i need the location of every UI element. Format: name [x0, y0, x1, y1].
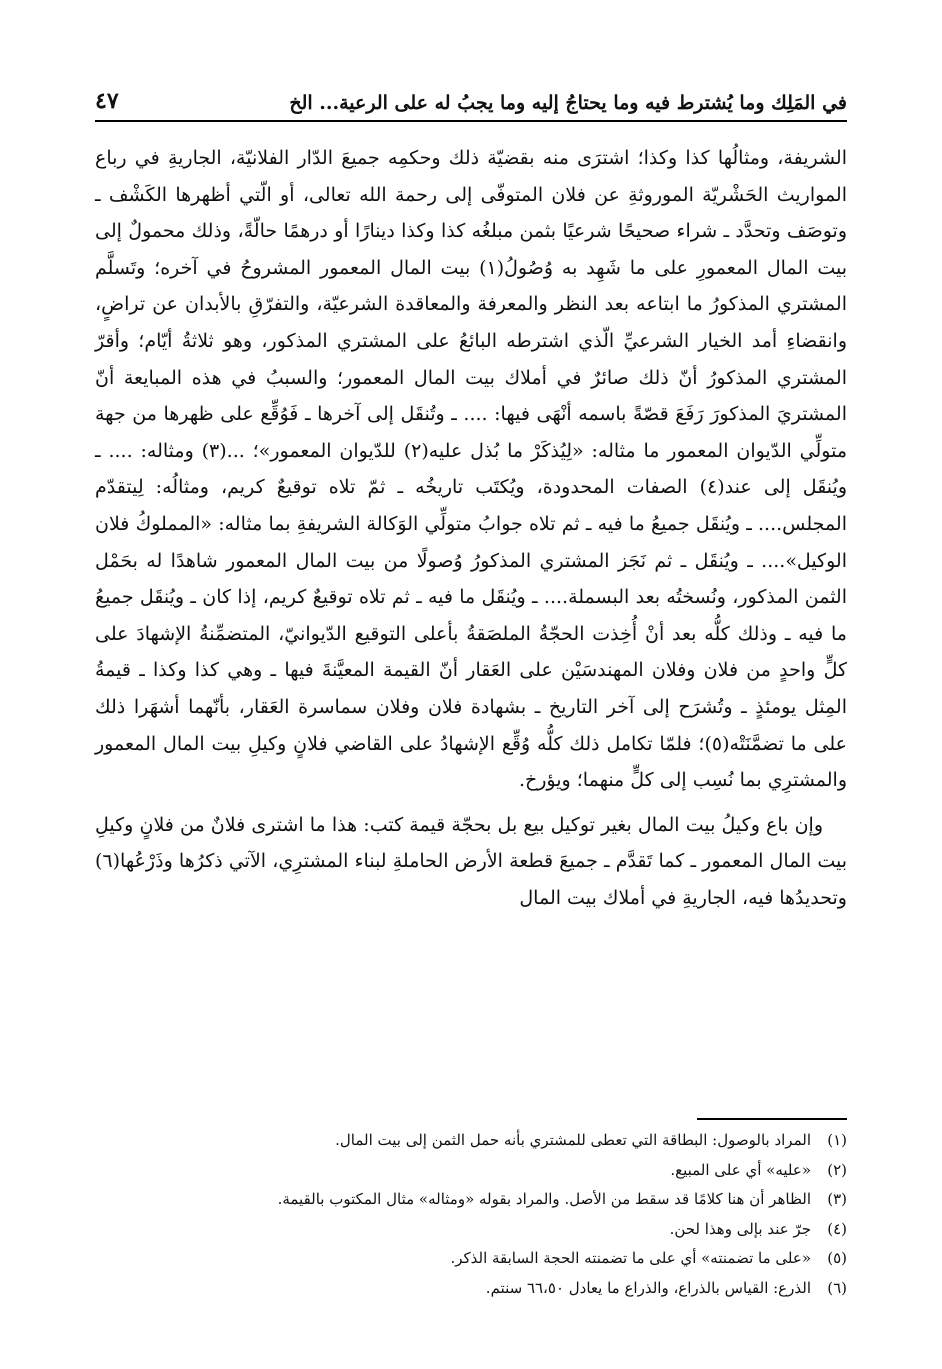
footnote-item [95, 1215, 847, 1245]
footnote-text: جرّ عند بإلى وهذا لحن. [669, 1219, 811, 1238]
page-header [95, 80, 847, 122]
footnote-text: «عليه» أي على المبيع. [670, 1160, 811, 1179]
page-number: ٤٧ [95, 88, 119, 114]
paragraph-2: وإن باع وكيلُ بيت المال بغير توكيل بيع بل بحجّة قيمة كتب: هذا ما اشترى فلانٌ من فلانٍ وكيلِ بيت المال المعمور ـ كما تَقدَّم ـ جميعَ قطعة الأرض الحاملةِ لبناء المشترِي، الآتي ذكرُها وذَرْعُها(٦) وتحديدُها فيه، الجاريةِ في أملاك بيت المال [95, 813, 847, 909]
footnotes-list [95, 1126, 847, 1303]
footnote-number: (٢) [827, 1160, 847, 1179]
footnote-item [95, 1244, 847, 1274]
footnote-item [95, 1185, 847, 1215]
footnote-item [95, 1156, 847, 1186]
footnote-number: (٣) [827, 1190, 847, 1208]
footnote-text: الذرع: القياس بالذراع، والذراع ما يعادل ٦٦،٥٠ سنتم. [485, 1278, 811, 1297]
footnote-separator [697, 1118, 847, 1120]
running-title: في المَلِك وما يُشترط فيه وما يحتاجُ إليه وما يجبُ له على الرعية... الخ [289, 92, 847, 114]
footnote-text: الظاهر أن هنا كلامًا قد سقط من الأصل. والمراد بقوله «ومثاله» مثال المكتوب بالقيمة. [277, 1190, 811, 1208]
paragraph-1: الشريفة، ومثالُها كذا وكذا؛ اشترَى منه بقضيّة ذلك وحكمِه جميعَ الدّار الفلانيّة، الجاريةِ في رباع المواريث الحَشْريّة الموروثةِ عن فلان المتوفّى إلى رحمة الله تعالى، أو الّتي أظهرها الكَشْف ـ وتوصَف وتحدَّد ـ شراء صحيحًا شرعيًا بثمن مبلغُه كذا وكذا دينارًا أو درهمًا حالّةً، وذلك محمولٌ إلى بيت المال المعمورِ على ما شَهِد به وُصُولُ(١) بيت المال المعمور المشروحُ في آخره؛ وتَسلَّم المشتري المذكورُ ما ابتاعه بعد النظر والمعرفة والمعاقدة الشرعيّة، والتفرّقِ بالأبدان عن تراضٍ، وانقضاءِ أمد الخيار الشرعيِّ الّذي اشترطه البائعُ على المشتري المذكور، وهو ثلاثةُ أيّام؛ وأقرّ المشتري المذكورُ أنّ ذلك صائرٌ في أملاك بيت المال المعمور؛ والسببُ في هذه المبايعة أنّ المشتريَ المذكورَ رَفَعَ قصّةً باسمه أنْهَى فيها: .... ـ وتُنقَل إلى آخرها ـ فَوُقِّع على ظهرها من جهة متولِّي الدّيوان المعمور ما مثاله: «لِيُذكَرْ ما بُذل عليه(٢) للدّيوان المعمور»؛ ...(٣) ومثاله: .... ـ ويُنقَل إلى عند(٤) الصفات المحدودة، ويُكتَب تاريخُه ـ ثمّ تلاه توقيعٌ كريم، ومثالُه: لِيتقدّم المجلس.... ـ ويُنقَل جميعُ ما فيه ـ ثم تلاه جوابُ متولِّي الوَكالة الشريفةِ بما مثاله: «المملوكُ فلان الوكيل».... ـ ويُنقَل ـ ثم نَجَز المشتري المذكورُ وُصولًا من بيت المال المعمور شاهدًا له بحَمْل الثمن المذكور، ونُسختُه بعد البسملة.... ـ ويُنقَل ما فيه ـ ثم تلاه توقيعٌ كريم، إذا كان ـ ويُنقَل جميعُ ما فيه ـ وذلك كلُّه بعد أنْ أُخِذت الحجّةُ الملصَقةُ بأعلى التوقيع الدّيوانيّ، المتضمِّنةُ الإشهادَ على كلٍّ واحدٍ من فلان وفلان المهندسَيْن على العَقار أنّ القيمة المعيَّنةَ فيها ـ وهي كذا وكذا ـ قيمةُ المِثل يومئذٍ ـ وتُشرَح إلى آخر التاريخ ـ بشهادة فلان وفلان سماسرة العَقار، بأنّهما أشهَرا ذلك على ما تضمَّنَتْه(٥)؛ فلمّا تكامل ذلك كلُّه وُقِّع الإشهادُ على القاضي فلانٍ وكيلِ بيت المال المعمور والمشترِي بما نُسِب إلى كلٍّ منهما؛ ويؤرخ. [95, 147, 848, 792]
footnote-text: «على ما تضمنته» أي على ما تضمنته الحجة السابقة الذكر. [450, 1249, 811, 1267]
footnote-number: (١) [827, 1131, 847, 1149]
footnote-number: (٥) [827, 1249, 847, 1267]
footnote-number: (٦) [827, 1278, 847, 1297]
footnote-item [95, 1126, 847, 1156]
body-text [95, 140, 847, 916]
footnote-item [95, 1274, 847, 1304]
footnote-text: المراد بالوصول: البطاقة التي تعطى للمشتري بأنه حمل الثمن إلى بيت المال. [335, 1131, 811, 1149]
footnote-number: (٤) [827, 1219, 847, 1238]
